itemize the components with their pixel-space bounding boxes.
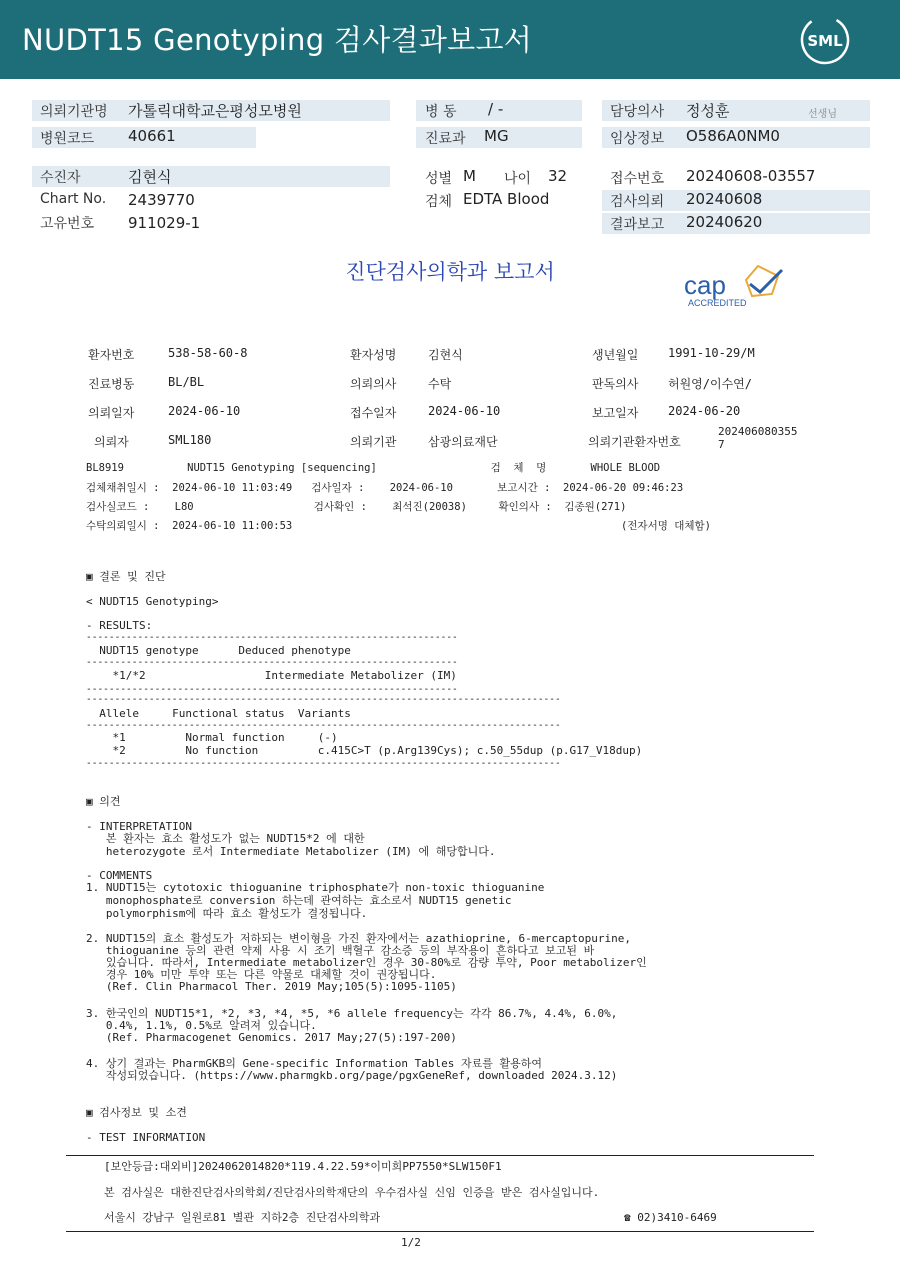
age-label: 나이 [504,171,532,187]
doctor-value: 정성훈 [686,102,730,120]
comment-line: monophosphate로 conversion 하는데 관여하는 효소로서 NUDT15 genetic [86,894,512,907]
cap-subtext: ACCREDITED [688,298,747,308]
comment-line: 2. NUDT15의 효소 활성도가 저하되는 변이형을 가진 환자에서는 azathioprine, 6-mercaptopurine, [86,932,632,945]
comment-line: 3. 한국인의 NUDT15*1, *2, *3, *4, *5, *6 allele frequency는 각각 86.7%, 4.4%, 6.0%, [86,1007,618,1020]
grid-value: 김현식 [428,348,463,362]
grid-value: BL/BL [168,375,205,389]
dept-value: MG [484,127,509,145]
test-info-label: - TEST INFORMATION [86,1131,206,1144]
results-label: - RESULTS: [86,619,153,632]
grid-value: 삼광의료재단 [428,435,498,449]
request-label: 검사의뢰 [610,194,665,210]
interp-line: heterozygote 로서 Intermediate Metabolizer (IM) 에 해당합니다. [86,845,496,858]
table-row: *1/*2 Intermediate Metabolizer (IM) [86,669,457,682]
security-line: [보안등급:대외비]2024062014820*119.4.22.59*이미희PP7550*SLW150F1 [104,1160,502,1173]
hospital-code-label: 병원코드 [40,131,95,147]
meta-line: 검체채취일시 : 2024-06-10 11:03:49 검사일자 : 2024-06-10 보고시간 : 2024-06-20 09:46:23 [86,482,684,494]
table-rule: ----------------------------------------------------------------------------------- [86,758,561,769]
phone-line: ☎ 02)3410-6469 [624,1211,717,1224]
grid-label: 의뢰기관환자번호 [588,435,681,449]
table-header: Allele Functional status Variants [86,707,351,720]
comment-line: polymorphism에 따라 효소 활성도가 결정됩니다. [86,907,368,920]
table-rule: ----------------------------------------------------------------- [86,632,458,643]
logo-text: SML [807,32,843,50]
interp-line: - INTERPRETATION [86,820,192,833]
sex-value: M [463,167,476,185]
receipt-value: 20240608-03557 [686,167,816,185]
grid-label: 환자성명 [350,348,397,362]
institution-label: 의뢰기관명 [40,104,108,120]
comment-line: thioguanine 등의 관련 약제 사용 시 조기 백혈구 감소증 등의 부작용이 흔하다고 보고된 바 [86,944,595,957]
uid-value: 911029-1 [128,214,201,232]
doctor-suffix: 선생님 [808,109,837,120]
age-value: 32 [548,167,568,185]
grid-value: 202406080355 7 [718,425,798,451]
comment-line: 1. NUDT15는 cytotoxic thioguanine triphosphate가 non-toxic thioguanine [86,881,545,894]
grid-label: 생년월일 [592,348,639,362]
report-title: 진단검사의학과 보고서 [345,260,555,284]
grid-value: 허원영/이수연/ [668,377,753,391]
certification-line: 본 검사실은 대한진단검사의학회/진단검사의학재단의 우수검사실 신임 인증을 받은 검사실입니다. [104,1186,600,1199]
grid-label: 환자번호 [88,348,135,362]
comment-line: (Ref. Clin Pharmacol Ther. 2019 May;105(5):1095-1105) [86,980,457,993]
interp-line: 본 환자는 효소 활성도가 없는 NUDT15*2 에 대한 [86,832,365,845]
grid-label: 접수일자 [350,406,397,420]
footer-divider [66,1231,814,1232]
table-rule: ----------------------------------------------------------------------------------- [86,694,561,705]
specimen-value: EDTA Blood [463,190,550,208]
request-value: 20240608 [686,190,763,208]
cap-text: cap [684,270,726,300]
grid-value: 538-58-60-8 [168,346,248,360]
section-title: ▣ 결론 및 진단 [86,570,166,583]
address-line: 서울시 강남구 일원로81 별관 지하2층 진단검사의학과 [104,1211,381,1224]
comment-line: 있습니다. 따라서, Intermediate metabolizer인 경우 30-80%로 감량 투약, Poor metabolizer인 [86,956,647,969]
specimen-label: 검체 [425,194,453,210]
chart-label: Chart No. [40,191,107,207]
grid-value: 2024-06-10 [168,404,241,418]
result-value: 20240620 [686,213,763,231]
grid-label: 의뢰자 [94,435,129,449]
grid-label: 의뢰기관 [350,435,397,449]
footer-divider [66,1155,814,1156]
table-header: NUDT15 genotype Deduced phenotype [86,644,351,657]
comment-line: (Ref. Pharmacogenet Genomics. 2017 May;27(5):197-200) [86,1031,457,1044]
comment-line: 경우 10% 미만 투약 또는 다른 약물로 대체할 것이 권장됩니다. [86,968,437,981]
patient-label: 수진자 [40,170,81,186]
grid-label: 보고일자 [592,406,639,420]
table-rule: ----------------------------------------------------------------------------------- [86,720,561,731]
grid-value: 2024-06-20 [668,404,741,418]
table-rule: ----------------------------------------------------------------- [86,684,458,695]
chart-value: 2439770 [128,191,195,209]
page-title: NUDT15 Genotyping 검사결과보고서 [22,23,533,57]
meta-line: 수탁의뢰일시 : 2024-06-10 11:00:53 (전자서명 대체함) [86,520,711,532]
clinical-label: 임상정보 [610,131,665,147]
comments-label: - COMMENTS [86,869,153,882]
comment-line: 0.4%, 1.1%, 0.5%로 알려져 있습니다. [86,1019,317,1032]
meta-line: 검사실코드 : L80 검사확인 : 최석진(20038) 확인의사 : 김종원(271) [86,501,627,513]
section-subtitle: < NUDT15 Genotyping> [86,595,219,608]
ward-label: 병 동 [425,104,457,120]
grid-label: 의뢰의사 [350,377,397,391]
grid-value: SML180 [168,433,212,447]
grid-value: 1991-10-29/M [668,346,755,360]
meta-line: BL8919 NUDT15 Genotyping [sequencing] 검 체 명 WHOLE BLOOD [86,462,661,474]
grid-label: 판독의사 [592,377,639,391]
table-row: *2 No function c.415C>T (p.Arg139Cys); c.50_55dup (p.G17_V18dup) [86,744,643,757]
grid-value: 2024-06-10 [428,404,501,418]
patient-value: 김현식 [128,168,172,186]
sex-label: 성별 [425,171,453,187]
table-rule: ----------------------------------------------------------------- [86,657,458,668]
table-row: *1 Normal function (-) [86,731,338,744]
report-header [0,0,900,79]
grid-label: 진료병동 [88,377,135,391]
result-label: 결과보고 [610,217,665,233]
patient-bar [32,166,390,187]
receipt-label: 접수번호 [610,171,665,187]
ward-value: / - [488,100,504,118]
sml-logo [800,15,850,65]
section-title: ▣ 검사정보 및 소견 [86,1106,187,1119]
dept-label: 진료과 [425,131,466,147]
grid-label: 의뢰일자 [88,406,135,420]
page-number: 1/2 [401,1236,421,1249]
institution-value: 가톨릭대학교은평성모병원 [128,102,302,120]
hospital-code-value: 40661 [128,127,176,145]
uid-label: 고유번호 [40,216,95,232]
cap-accredited-logo [682,262,788,310]
comment-line: 4. 상기 결과는 PharmGKB의 Gene-specific Information Tables 자료를 활용하여 [86,1057,543,1070]
comment-line: 작성되었습니다. (https://www.pharmgkb.org/page/pgxGeneRef, downloaded 2024.3.12) [86,1069,618,1082]
doctor-label: 담당의사 [610,104,665,120]
grid-value: 수탁 [428,377,452,391]
section-title: ▣ 의견 [86,795,121,808]
clinical-value: O586A0NM0 [686,127,780,145]
